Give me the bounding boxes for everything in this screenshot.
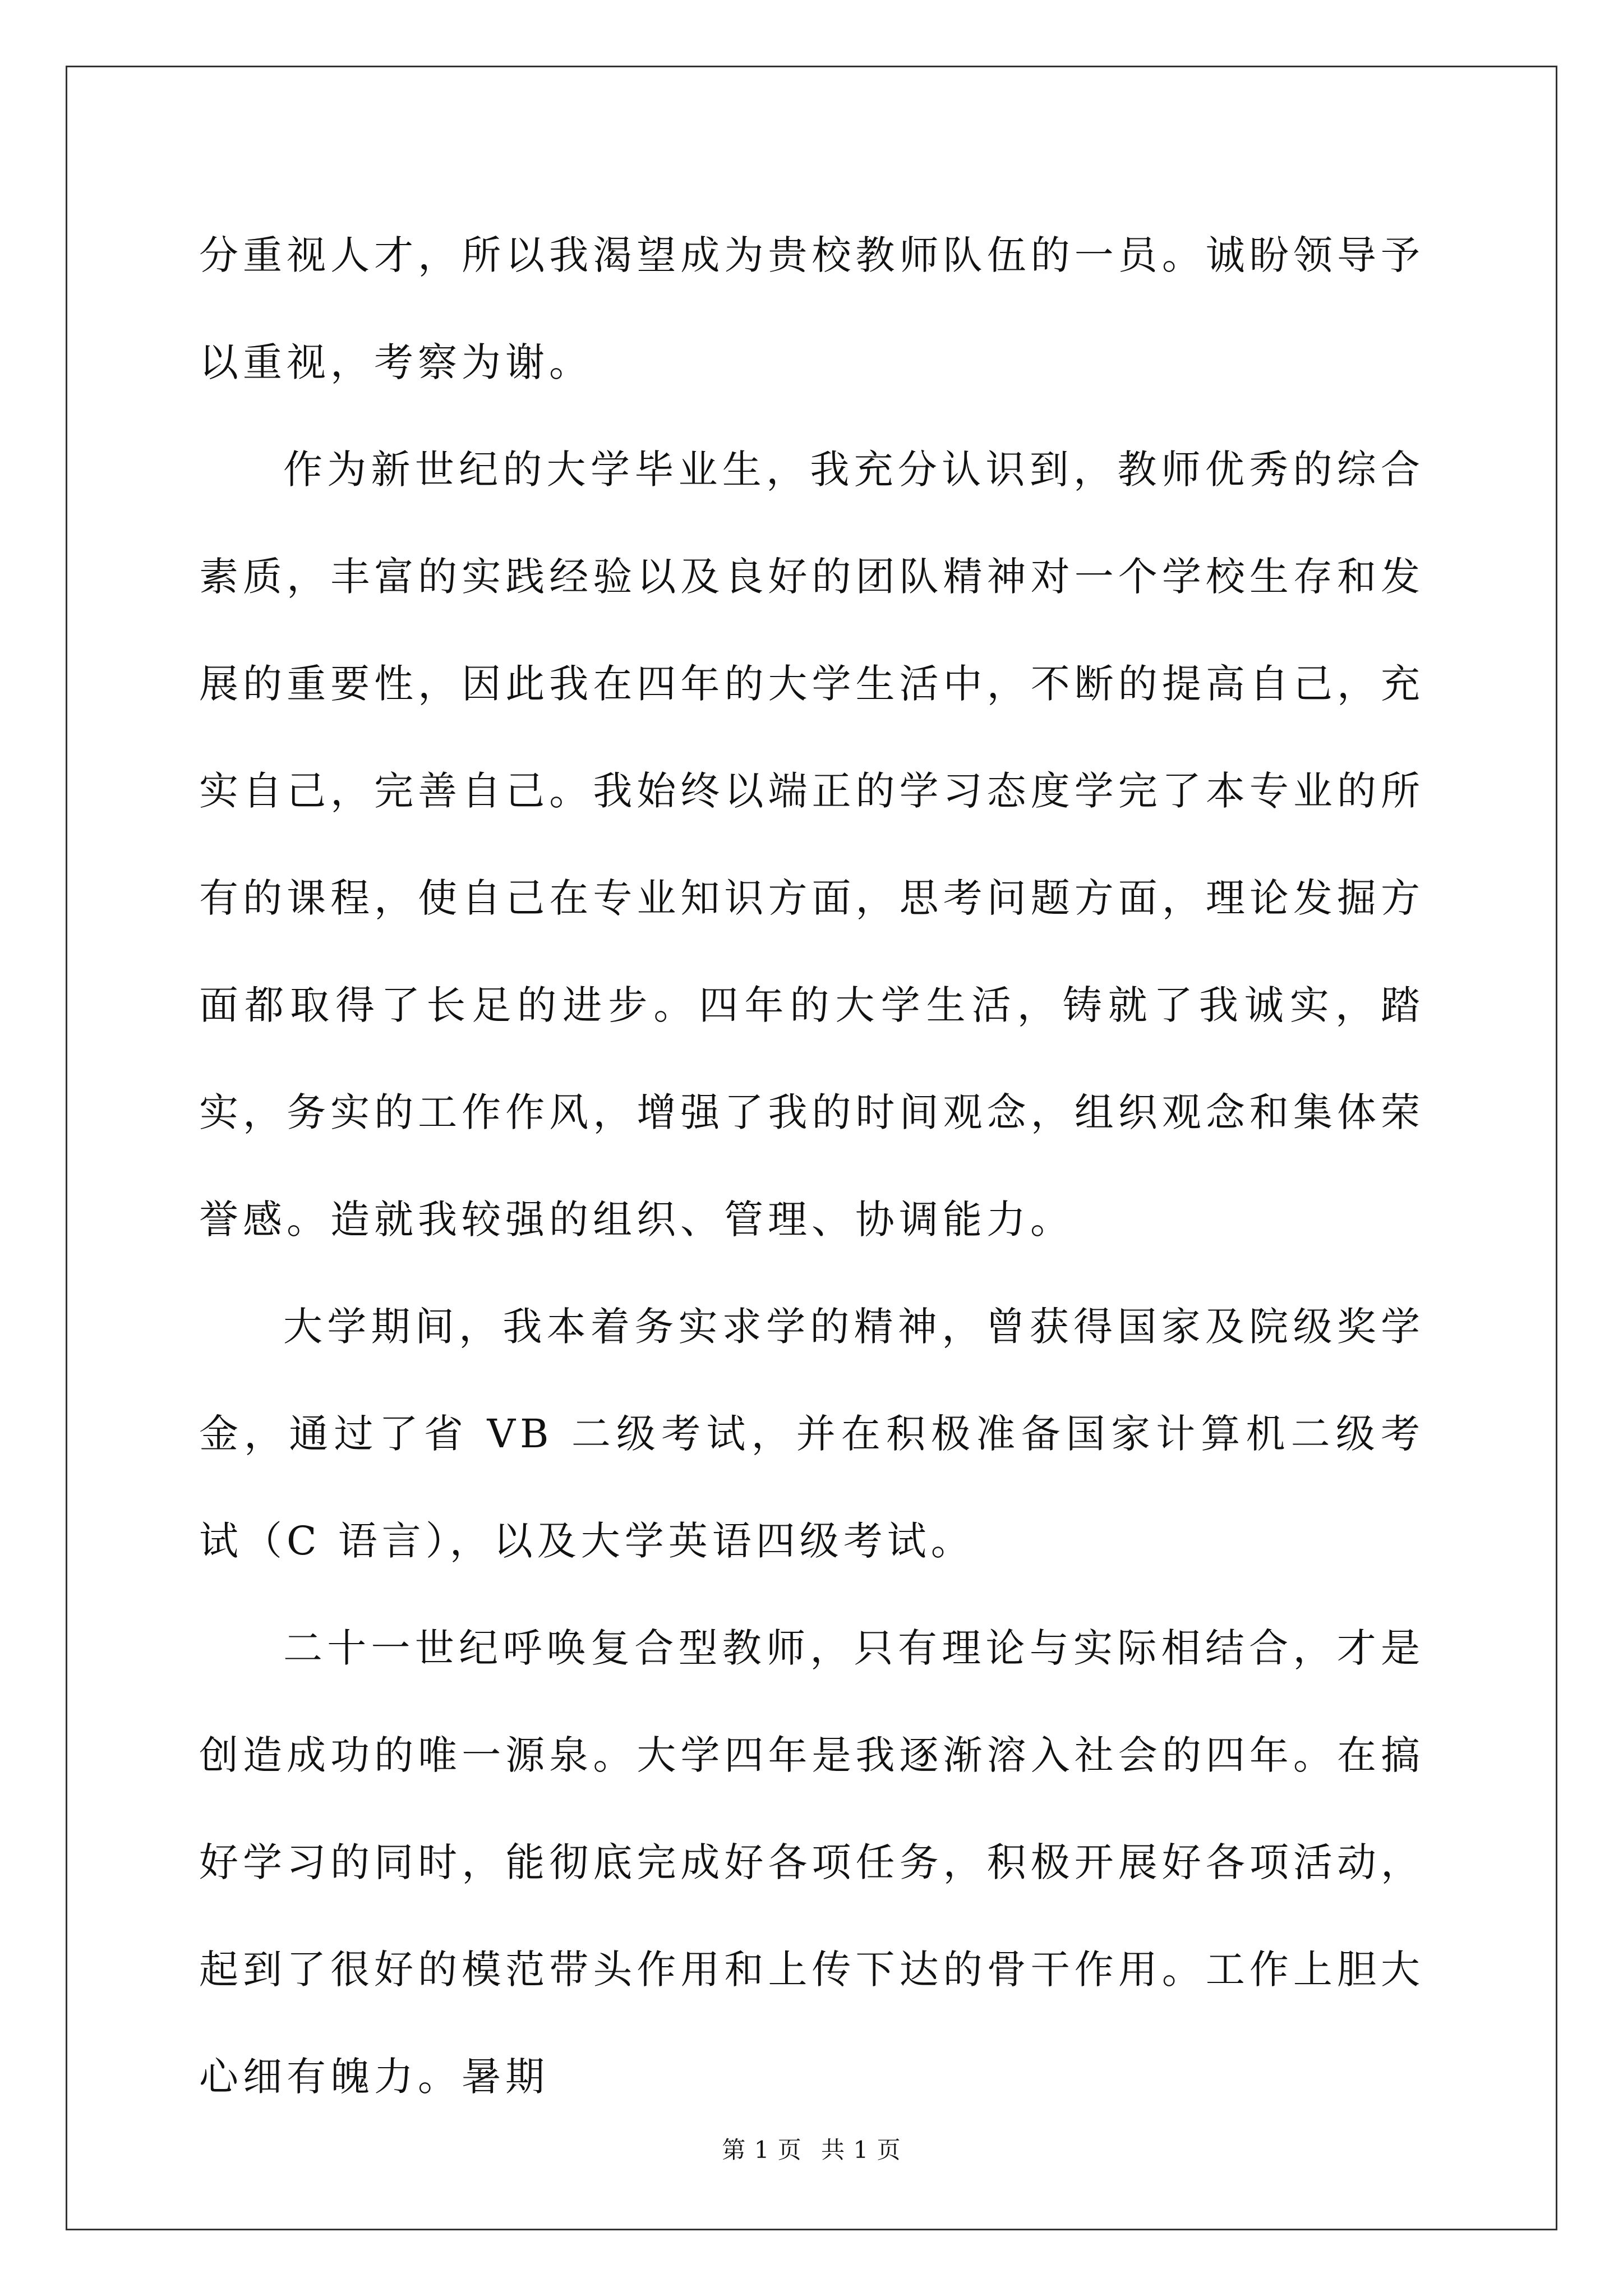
page-number: 第 1 页 bbox=[722, 2136, 802, 2164]
paragraph-4: 二十一世纪呼唤复合型教师，只有理论与实际相结合，才是创造成功的唯一源泉。大学四年是我逐渐溶入社会的四年。在搞好学习的同时，能彻底完成好各项任务，积极开展好各项活动，起到了很好的模范带头作用和上传下达的骨干作用。工作上胆大心细有魄力。暑期 bbox=[199, 1625, 1424, 2100]
paragraph-2: 作为新世纪的大学毕业生，我充分认识到，教师优秀的综合素质，丰富的实践经验以及良好的团队精神对一个学校生存和发展的重要性，因此我在四年的大学生活中，不断的提高自己，充实自己，完善自己。我始终以端正的学习态度学完了本专业的所有的课程，使自己在专业知识方面，思考问题方面，理论发掘方面都取得了长足的进步。四年的大学生活，铸就了我诚实，踏实，务实的工作作风，增强了我的时间观念，组织观念和集体荣誉感。造就我较强的组织、管理、协调能力。 bbox=[199, 447, 1424, 1243]
paragraph-1: 分重视人才，所以我渴望成为贵校教师队伍的一员。诚盼领导予以重视，考察为谢。 bbox=[199, 232, 1424, 385]
page-footer bbox=[0, 2132, 1623, 2165]
document-body bbox=[199, 202, 1424, 2131]
paragraph-3: 大学期间，我本着务实求学的精神，曾获得国家及院级奖学金，通过了省 VB 二级考试，并在积极准备国家计算机二级考试（C 语言），以及大学英语四级考试。 bbox=[199, 1304, 1424, 1564]
page-total: 共 1 页 bbox=[821, 2136, 901, 2164]
